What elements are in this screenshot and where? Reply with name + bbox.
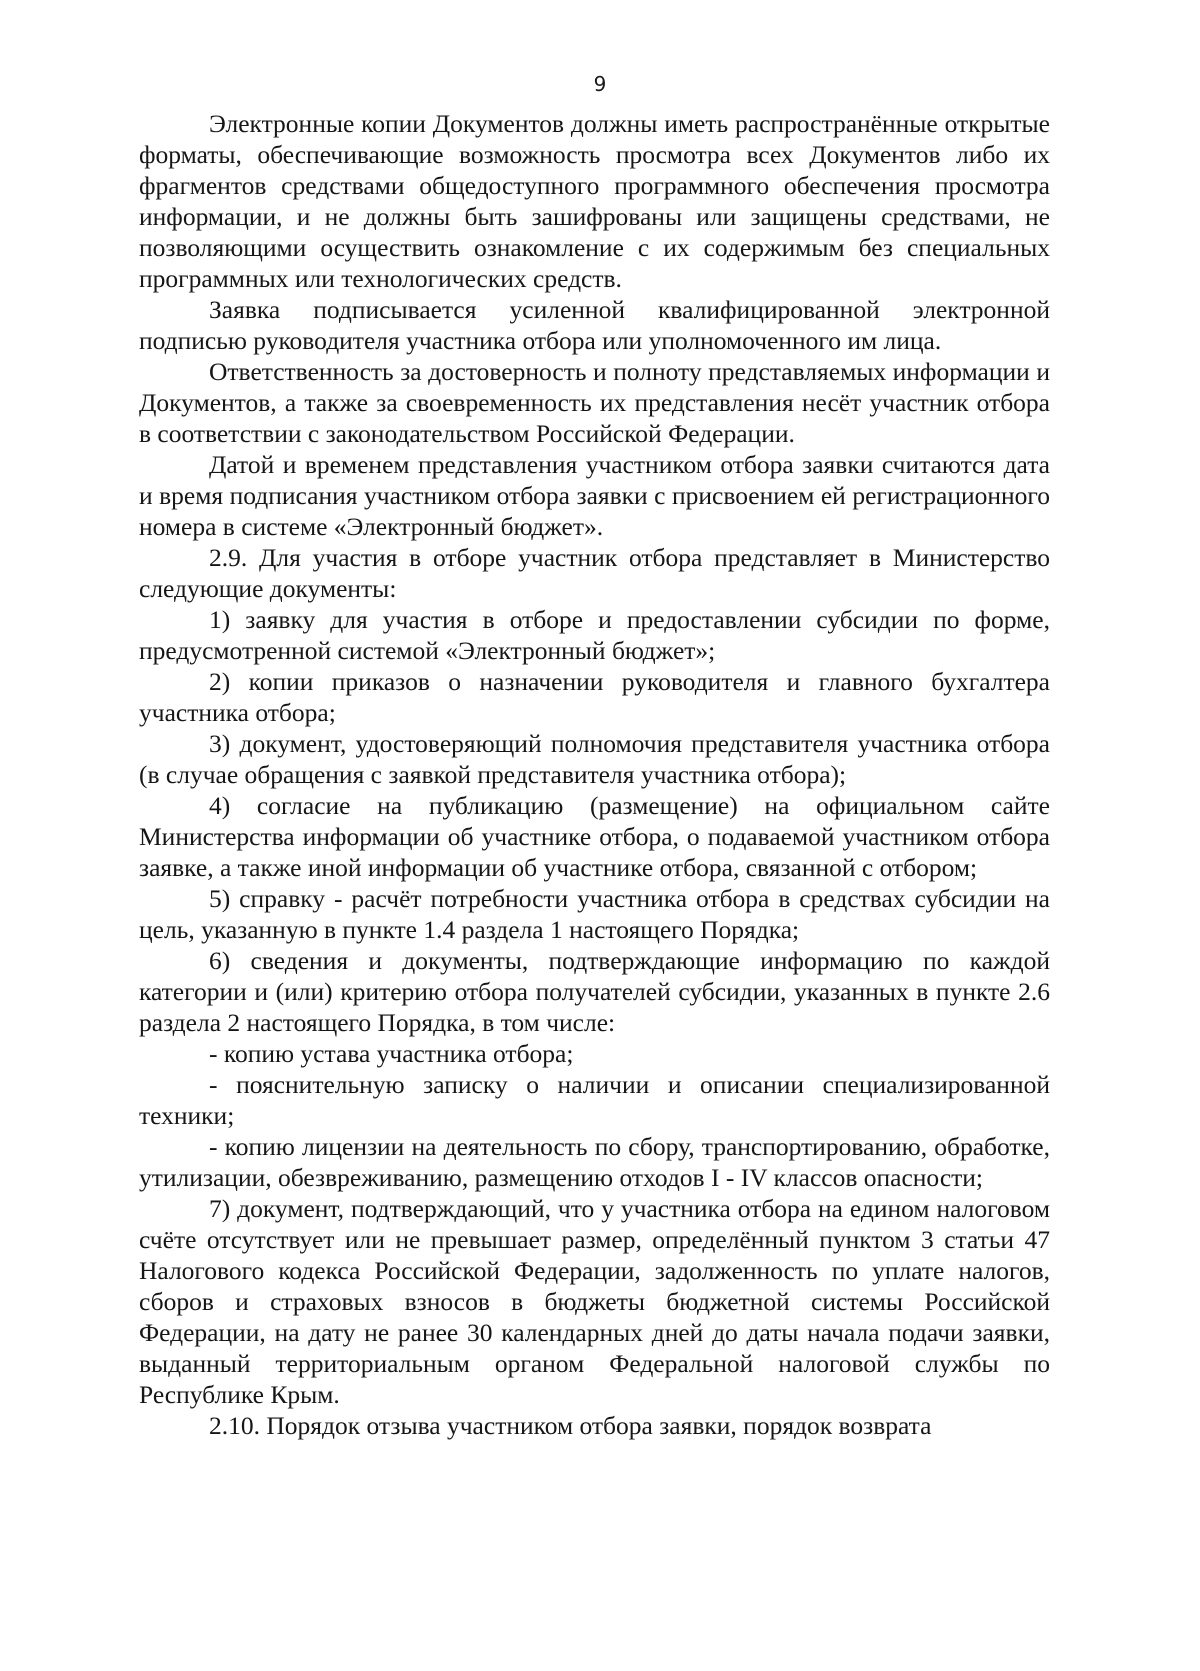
paragraph-electronic-copies-formats: Электронные копии Документов должны иметь распространённые открытые форматы, обеспечивающие возможность просмотра всех Документов либо их фрагментов средствами общедоступного программного обеспечения просмотра информации, и не должны быть зашифрованы или защищены средствами, не позволяющими осуществить ознакомление с их содержимым без специальных программных или технологических средств. (139, 109, 1050, 293)
list-item-5: 5) справку - расчёт потребности участника отбора в средствах субсидии на цель, указанную в пункте 1.4 раздела 1 настоящего Порядка; (139, 884, 1050, 944)
list-item-4: 4) согласие на публикацию (размещение) на официальном сайте Министерства информации об участнике отбора, о подаваемой участником отбора заявке, а также иной информации об участнике отбора, связанной с отбором; (139, 791, 1050, 882)
sub-item-explanatory-note: - пояснительную записку о наличии и описании специализированной техники; (139, 1070, 1050, 1130)
list-item-6: 6) сведения и документы, подтверждающие информацию по каждой категории и (или) критерию отбора получателей субсидии, указанных в пункте 2.6 раздела 2 настоящего Порядка, в том числе: (139, 946, 1050, 1037)
sub-item-charter-copy: - копию устава участника отбора; (209, 1039, 574, 1068)
page-number: 9 (593, 72, 607, 96)
sub-item-license-copy: - копию лицензии на деятельность по сбору, транспортированию, обработке, утилизации, обезвреживанию, размещению отходов I - IV классов опасности; (139, 1132, 1050, 1192)
list-item-1: 1) заявку для участия в отборе и предоставлении субсидии по форме, предусмотренной системой «Электронный бюджет»; (139, 605, 1050, 665)
paragraph-submission-date: Датой и временем представления участником отбора заявки считаются дата и время подписания участником отбора заявки с присвоением ей регистрационного номера в системе «Электронный бюджет». (139, 450, 1050, 541)
list-item-3: 3) документ, удостоверяющий полномочия представителя участника отбора (в случае обращения с заявкой представителя участника отбора); (139, 729, 1050, 789)
paragraph-section-2-10: 2.10. Порядок отзыва участником отбора заявки, порядок возврата (209, 1411, 932, 1440)
paragraph-application-signature: Заявка подписывается усиленной квалифицированной электронной подписью руководителя участника отбора или уполномоченного им лица. (139, 295, 1050, 355)
list-item-2: 2) копии приказов о назначении руководителя и главного бухгалтера участника отбора; (139, 667, 1050, 727)
list-item-7: 7) документ, подтверждающий, что у участника отбора на едином налоговом счёте отсутствует или не превышает размер, определённый пунктом 3 статьи 47 Налогового кодекса Российской Федерации, задолженность по уплате налогов, сборов и страховых взносов в бюджеты бюджетной системы Российской Федерации, на дату не ранее 30 календарных дней до даты начала подачи заявки, выданный территориальным органом Федеральной налоговой службы по Республике Крым. (139, 1194, 1050, 1409)
document-body (139, 108, 1050, 1441)
paragraph-section-2-9: 2.9. Для участия в отборе участник отбора представляет в Министерство следующие документы: (139, 543, 1050, 603)
paragraph-responsibility: Ответственность за достоверность и полноту представляемых информации и Документов, а также за своевременность их представления несёт участник отбора в соответствии с законодательством Российской Федерации. (139, 357, 1050, 448)
